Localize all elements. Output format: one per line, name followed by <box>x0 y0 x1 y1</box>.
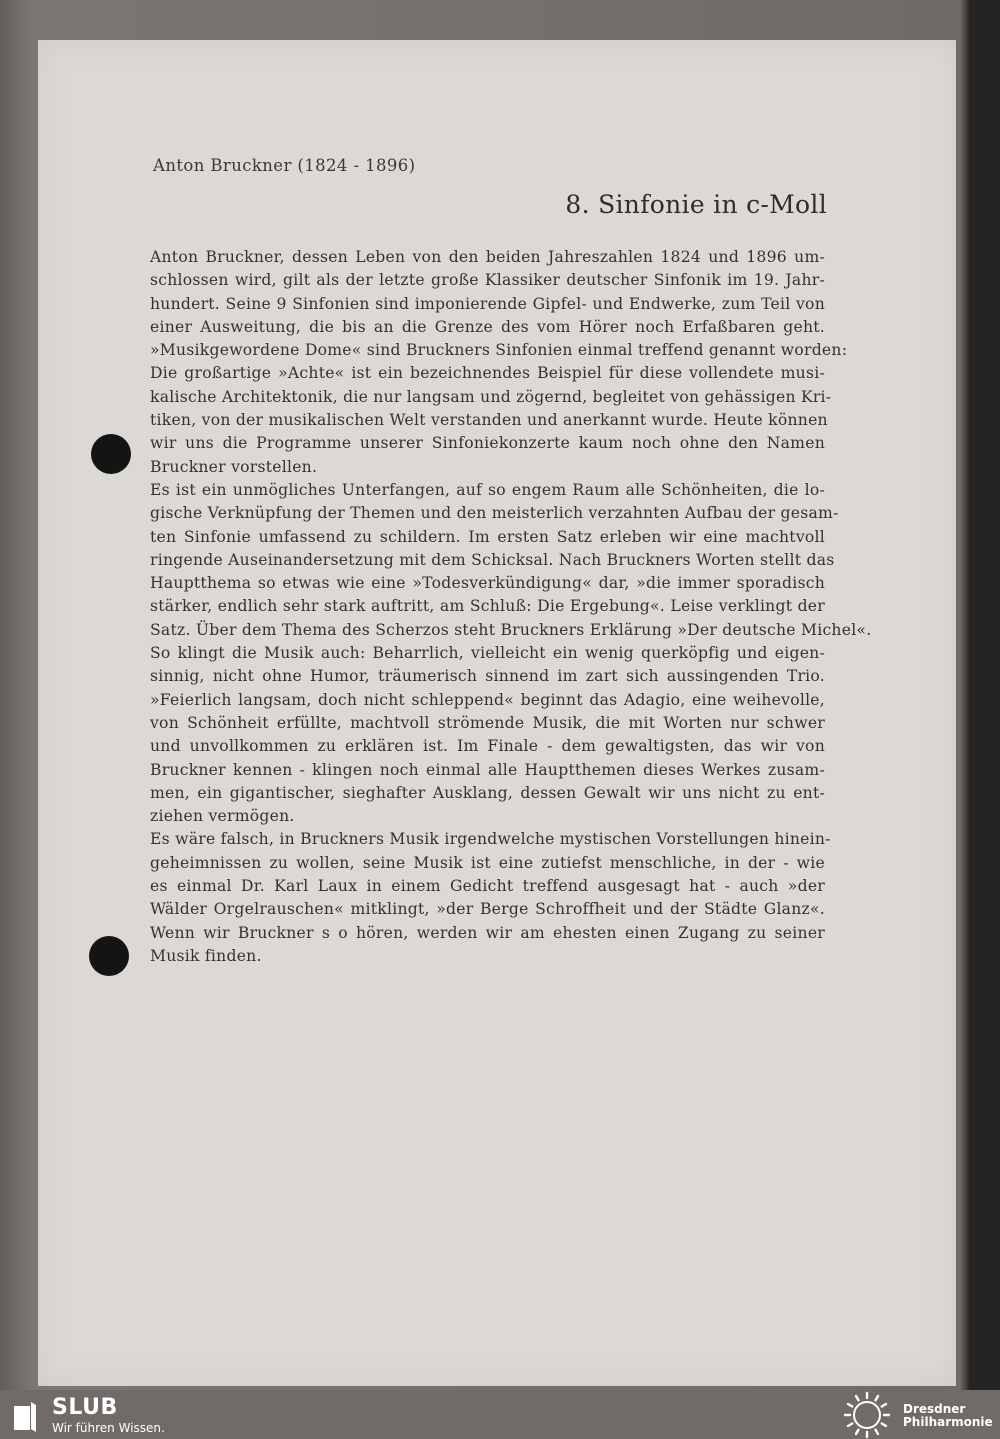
text-line: sinnig, nicht ohne Humor, träumerisch sinnend im zart sich aussingenden Trio. <box>150 667 825 686</box>
text-line: Es ist ein unmögliches Unterfangen, auf so engem Raum alle Schönheiten, die lo- <box>150 480 825 499</box>
text-line: Anton Bruckner, dessen Leben von den beiden Jahreszahlen 1824 und 1896 um- <box>150 248 825 266</box>
text-line: ten Sinfonie umfassend zu schildern. Im ersten Satz erleben wir eine machtvoll <box>150 527 825 546</box>
book-icon <box>14 1402 36 1432</box>
text-line: Wenn wir Bruckner s o hören, werden wir am ehesten einen Zugang zu seiner <box>150 923 825 942</box>
text-line: ringende Auseinandersetzung mit dem Schicksal. Nach Bruckners Worten stellt das <box>150 550 835 569</box>
text-line: schlossen wird, gilt als der letzte große Klassiker deutscher Sinfonik im 19. Jahr- <box>150 271 825 290</box>
text-line: und unvollkommen zu erklären ist. Im Finale - dem gewaltigsten, das wir von <box>150 737 825 756</box>
author-line: Anton Bruckner (1824 - 1896) <box>153 156 416 175</box>
philharmonie-line-2: Philharmonie <box>903 1415 993 1429</box>
text-line: Hauptthema so etwas wie eine »Todesverkündigung« dar, »die immer sporadisch <box>150 574 825 593</box>
text-line: So klingt die Musik auch: Beharrlich, vielleicht ein wenig querköpfig und eigen- <box>150 644 825 663</box>
philharmonie-line-1: Dresdner <box>903 1402 966 1416</box>
text-line: kalische Architektonik, die nur langsam und zögernd, begleitet von gehässigen Kri- <box>150 387 832 406</box>
punch-hole <box>91 434 131 474</box>
footer-bar <box>0 1390 1000 1439</box>
text-line: gische Verknüpfung der Themen und den meisterlich verzahnten Aufbau der gesam- <box>150 504 839 523</box>
text-line: geheimnissen zu wollen, seine Musik ist eine zutiefst menschliche, in der - wie <box>150 853 825 872</box>
text-line: Wälder Orgelrauschen« mitklingt, »der Berge Schroffheit und der Städte Glanz«. <box>150 900 825 919</box>
text-line: men, ein gigantischer, sieghafter Ausklang, dessen Gewalt wir uns nicht zu ent- <box>150 783 825 802</box>
philharmonie-logo-icon <box>840 1391 894 1439</box>
page-title: 8. Sinfonie in c-Moll <box>565 190 827 219</box>
text-line: wir uns die Programme unserer Sinfoniekonzerte kaum noch ohne den Namen <box>150 434 825 453</box>
slub-logo-name: SLUB <box>52 1395 118 1420</box>
text-line: einer Ausweitung, die bis an die Grenze des vom Hörer noch Erfaßbaren geht. <box>150 317 825 336</box>
text-line: von Schönheit erfüllte, machtvoll strömende Musik, die mit Worten nur schwer <box>150 713 825 732</box>
philharmonie-logo-text <box>903 1403 993 1429</box>
text-line: stärker, endlich sehr stark auftritt, am Schluß: Die Ergebung«. Leise verklingt der <box>150 597 825 616</box>
text-line: hundert. Seine 9 Sinfonien sind imponierende Gipfel- und Endwerke, zum Teil von <box>150 294 825 313</box>
slub-tagline: Wir führen Wissen. <box>52 1421 165 1435</box>
text-line: Bruckner kennen - klingen noch einmal alle Hauptthemen dieses Werkes zusam- <box>150 760 825 779</box>
text-line: Bruckner vorstellen. <box>150 457 318 476</box>
text-line: tiken, von der musikalischen Welt verstanden und anerkannt wurde. Heute können <box>150 411 828 430</box>
text-line: »Feierlich langsam, doch nicht schleppend« beginnt das Adagio, eine weihevolle, <box>150 690 825 709</box>
text-line: Es wäre falsch, in Bruckners Musik irgendwelche mystischen Vorstellungen hinein- <box>150 830 831 849</box>
text-line: Die großartige »Achte« ist ein bezeichnendes Beispiel für diese vollendete musi- <box>150 364 825 383</box>
body-text <box>150 246 872 968</box>
text-line: Satz. Über dem Thema des Scherzos steht Bruckners Erklärung »Der deutsche Michel«. <box>150 620 872 639</box>
punch-hole <box>89 936 129 976</box>
text-line: »Musikgewordene Dome« sind Bruckners Sinfonien einmal treffend genannt worden: <box>150 341 848 360</box>
text-line: es einmal Dr. Karl Laux in einem Gedicht treffend ausgesagt hat - auch »der <box>150 877 825 896</box>
text-line: ziehen vermögen. <box>150 807 295 826</box>
text-line: Musik finden. <box>150 946 262 965</box>
